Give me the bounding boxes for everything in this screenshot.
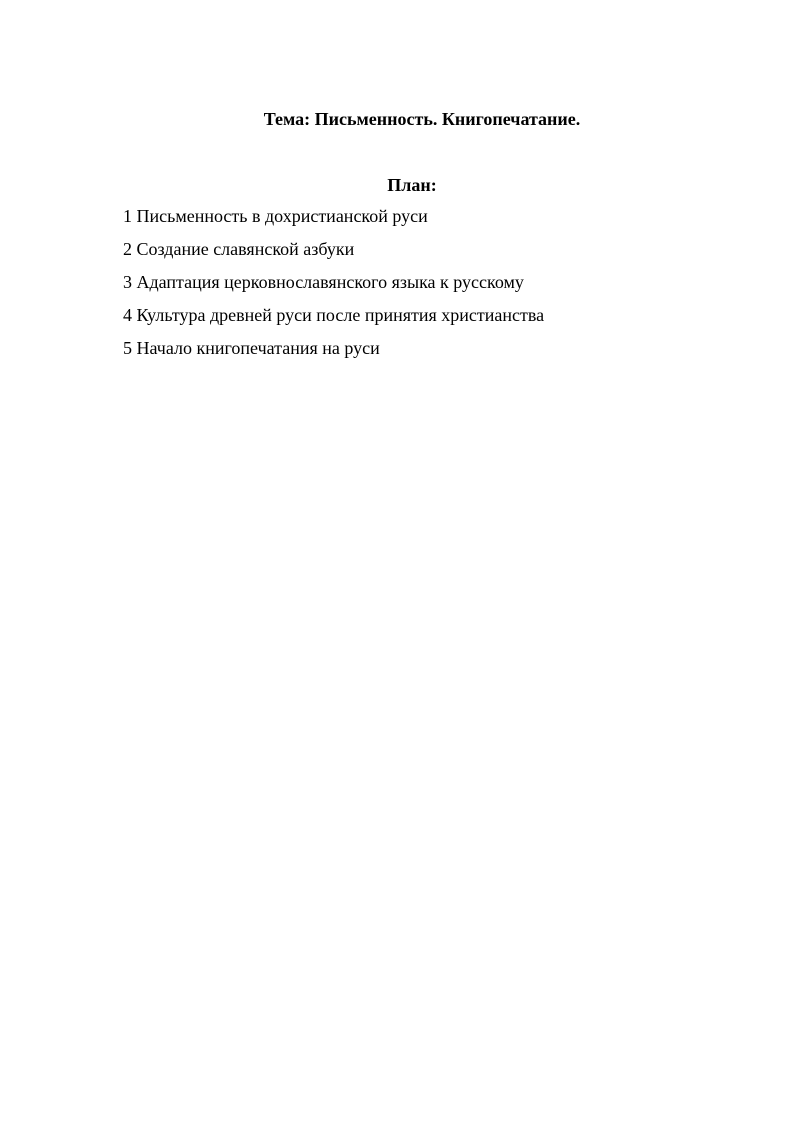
page-title: Тема: Письменность. Книгопечатание. [263,109,581,129]
plan-item-2: 2 Создание славянской азбуки [123,239,355,259]
plan-item-5: 5 Начало книгопечатания на руси [123,338,380,358]
plan-heading: План: [387,175,437,195]
plan-item-1: 1 Письменность в дохристианской руси [123,206,428,226]
plan-item-4: 4 Культура древней руси после принятия христианства [123,305,545,325]
plan-item-3: 3 Адаптация церковнославянского языка к русскому [123,272,524,292]
plan-list [123,205,544,370]
